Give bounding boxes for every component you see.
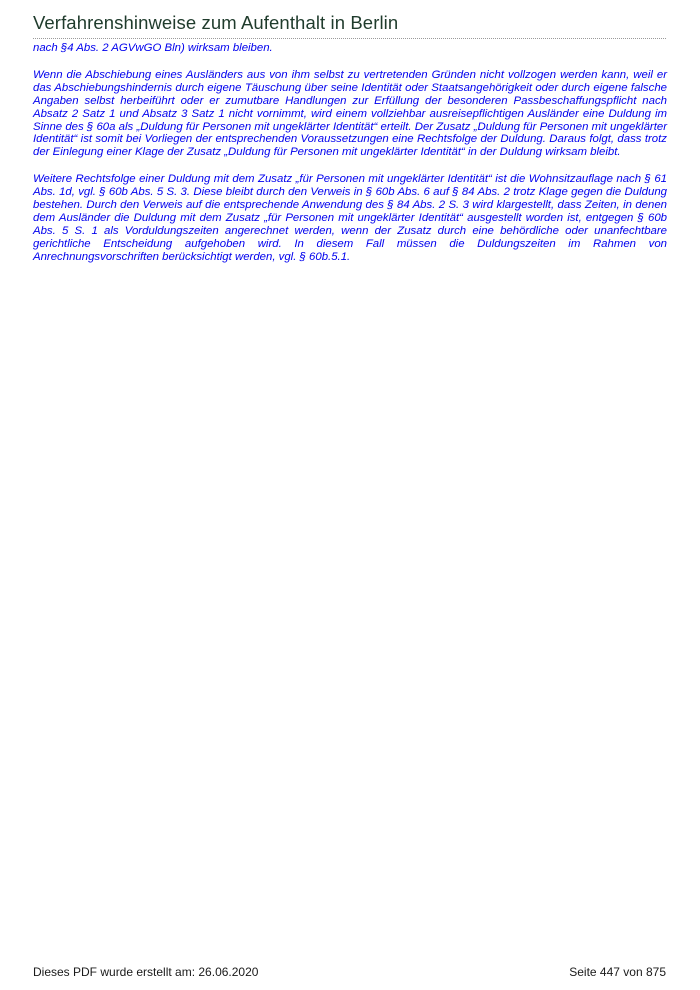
- document-body: [33, 42, 667, 278]
- creation-date: Dieses PDF wurde erstellt am: 26.06.2020: [33, 965, 259, 979]
- page-footer: [33, 965, 666, 979]
- page-header: [33, 12, 666, 39]
- paragraph-rechtsfolge: Weitere Rechtsfolge einer Duldung mit dem Zusatz „für Personen mit ungeklärter Identität“ ist die Wohnsitzauflage nach § 61 Abs. 1d, vgl. § 60b Abs. 5 S. 3. Diese bleibt durch den Verweis in § 60b Abs. 6 auf § 84 Abs. 2 trotz Klage gegen die Duldung bestehen. Durch den Verweis auf die entsprechende Anwendung des § 84 Abs. 2 S. 3 wird klargestellt, dass Zeiten, in denen dem Ausländer die Duldung mit dem Zusatz „für Personen mit ungeklärter Identität“ ausgestellt worden ist, entgegen § 60b Abs. 5 S. 1 als Vorduldungszeiten angerechnet werden, wenn der Zusatz durch eine behördliche oder unanfechtbare gerichtliche Entscheidung aufgehoben wird. In diesem Fall müssen die Duldungszeiten im Rahmen von Anrechnungsvorschriften berücksichtigt werden, vgl. § 60b.5.1.: [33, 173, 667, 263]
- paragraph-continuation: nach §4 Abs. 2 AGVwGO Bln) wirksam bleiben.: [33, 42, 273, 54]
- paragraph-abschiebung: Wenn die Abschiebung eines Ausländers aus von ihm selbst zu vertretenden Gründen nicht vollzogen werden kann, weil er das Abschiebungshindernis durch eigene Täuschung über seine Identität oder Staatsangehörigkeit oder durch eigene falsche Angaben selbst herbeiführt oder er zumutbare Handlungen zur Erfüllung der besonderen Passbeschaffungspflicht nach Absatz 2 Satz 1 und Absatz 3 Satz 1 nicht vornimmt, wird einem vollziehbar ausreisepflichtigen Ausländer eine Duldung im Sinne des § 60a als „Duldung für Personen mit ungeklärter Identität“ erteilt. Der Zusatz „Duldung für Personen mit ungeklärter Identität“ ist somit bei Vorliegen der entsprechenden Voraussetzungen eine Rechtsfolge der Duldung. Daraus folgt, dass trotz der Einlegung einer Klage der Zusatz „Duldung für Personen mit ungeklärter Identität“ in der Duldung wirksam bleibt.: [33, 68, 667, 159]
- page-number: Seite 447 von 875: [569, 965, 666, 979]
- page-title: Verfahrenshinweise zum Aufenthalt in Berlin: [33, 12, 399, 33]
